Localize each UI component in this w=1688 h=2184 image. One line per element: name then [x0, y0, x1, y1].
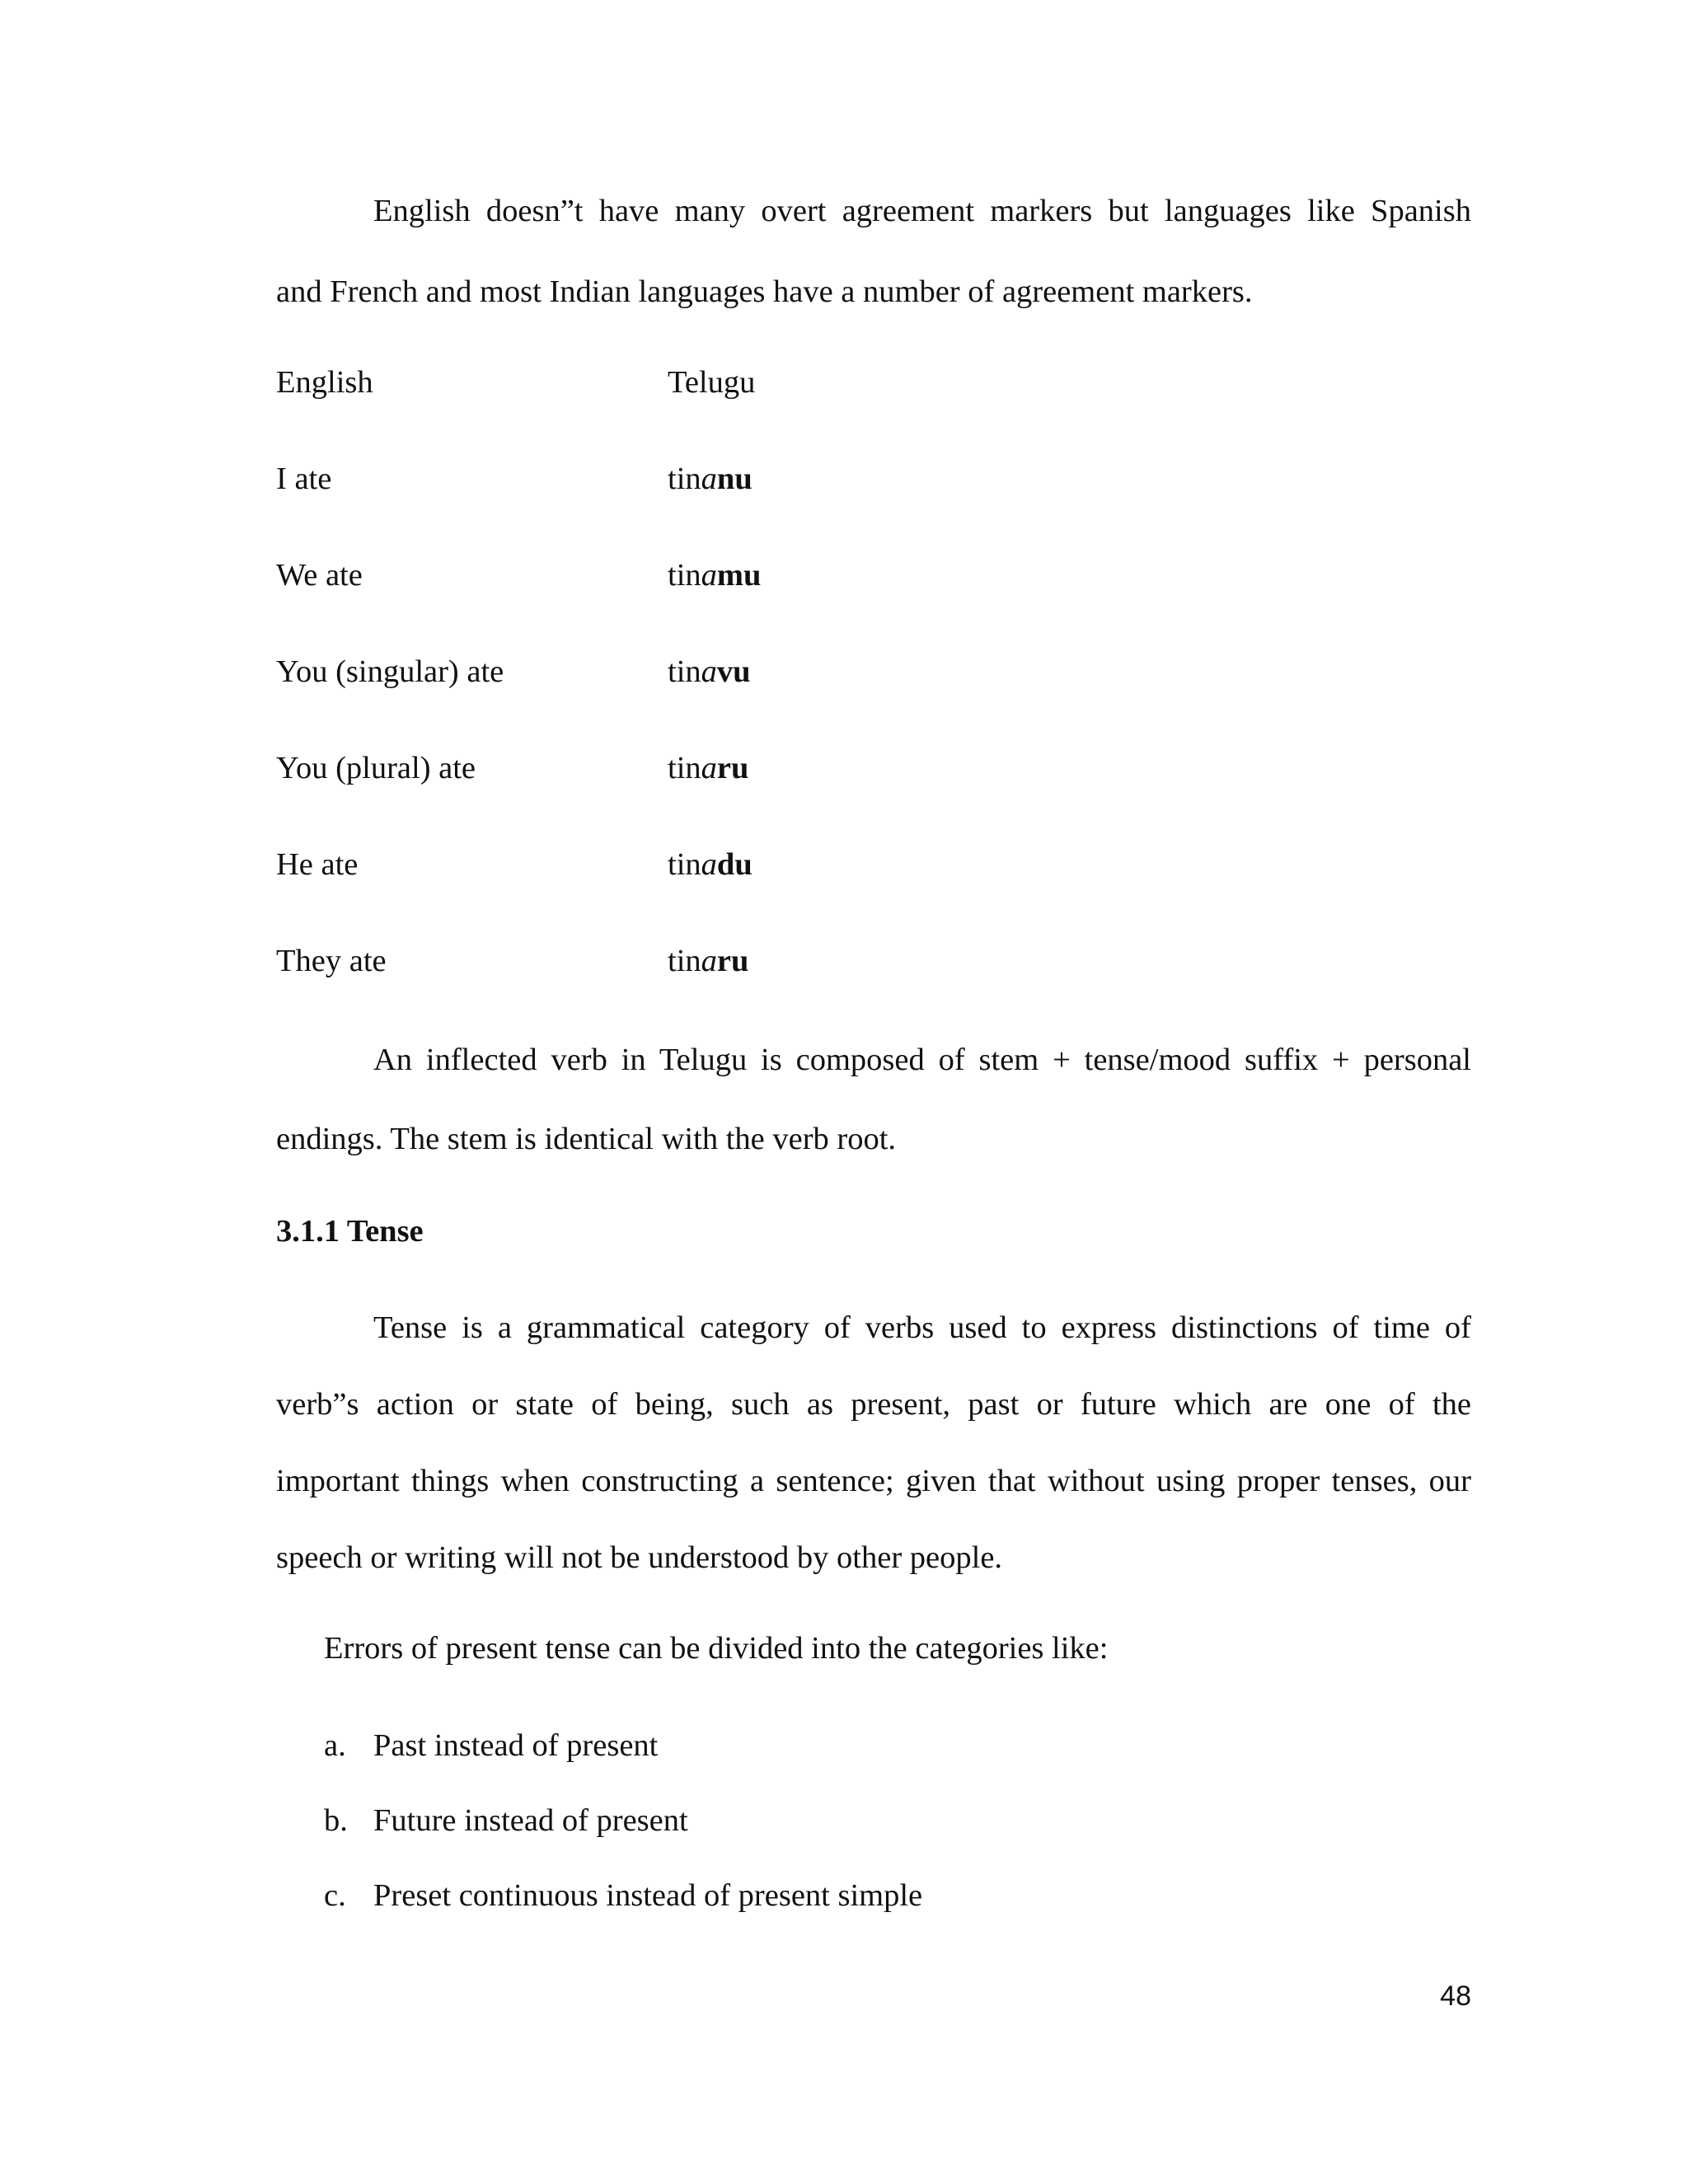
list-item: Future instead of present — [373, 1803, 688, 1838]
list-marker: a. — [324, 1728, 346, 1763]
telugu-stem: tin — [668, 944, 701, 978]
telugu-tense-vowel: a — [701, 558, 717, 593]
tense-paragraph-line-1: Tense is a grammatical category of verbs used to express distinctions of time of — [373, 1310, 1471, 1345]
telugu-tense-vowel: a — [701, 847, 717, 882]
row-english: I ate — [276, 462, 332, 496]
telugu-tense-vowel: a — [701, 654, 717, 689]
telugu-agreement-suffix: du — [716, 847, 753, 882]
telugu-stem: tin — [668, 654, 701, 689]
list-marker: b. — [324, 1803, 348, 1838]
telugu-stem: tin — [668, 751, 701, 785]
column-header-telugu: Telugu — [668, 365, 756, 400]
row-telugu — [668, 941, 748, 981]
page-number: 48 — [1440, 1980, 1471, 2012]
intro-line-1: English doesn”t have many overt agreement markers but languages like Spanish — [373, 194, 1471, 228]
telugu-tense-vowel: a — [701, 462, 717, 496]
tense-paragraph-line-3: important things when constructing a sentence; given that without using proper tenses, our — [276, 1464, 1471, 1498]
row-english: They ate — [276, 944, 387, 978]
telugu-tense-vowel: a — [701, 944, 717, 978]
list-item: Past instead of present — [373, 1728, 659, 1763]
section-heading: 3.1.1 Tense — [276, 1214, 424, 1249]
telugu-agreement-suffix: ru — [716, 751, 749, 785]
column-header-english: English — [276, 365, 373, 400]
telugu-agreement-suffix: nu — [716, 462, 753, 496]
telugu-stem: tin — [668, 558, 701, 593]
row-english: You (plural) ate — [276, 751, 476, 785]
row-telugu — [668, 555, 761, 595]
list-marker: c. — [324, 1878, 346, 1913]
telugu-agreement-suffix: ru — [716, 944, 749, 978]
intro-line-2: and French and most Indian languages have a number of agreement markers. — [276, 274, 1253, 309]
telugu-stem: tin — [668, 847, 701, 882]
row-english: He ate — [276, 847, 359, 882]
inflection-line-2: endings. The stem is identical with the verb root. — [276, 1122, 897, 1156]
row-telugu — [668, 748, 748, 788]
errors-intro: Errors of present tense can be divided into the categories like: — [324, 1631, 1109, 1666]
row-telugu — [668, 845, 753, 884]
telugu-stem: tin — [668, 462, 701, 496]
inflection-line-1: An inflected verb in Telugu is composed of stem + tense/mood suffix + personal — [373, 1043, 1471, 1077]
telugu-agreement-suffix: vu — [716, 654, 751, 689]
list-item: Preset continuous instead of present simple — [373, 1878, 923, 1913]
row-telugu — [668, 459, 753, 499]
telugu-tense-vowel: a — [701, 751, 717, 785]
row-telugu — [668, 652, 751, 691]
telugu-agreement-suffix: mu — [716, 558, 762, 593]
row-english: You (singular) ate — [276, 654, 504, 689]
row-english: We ate — [276, 558, 363, 593]
tense-paragraph-line-4: speech or writing will not be understood by other people. — [276, 1540, 1003, 1575]
tense-paragraph-line-2: verb”s action or state of being, such as present, past or future which are one of the — [276, 1387, 1471, 1422]
